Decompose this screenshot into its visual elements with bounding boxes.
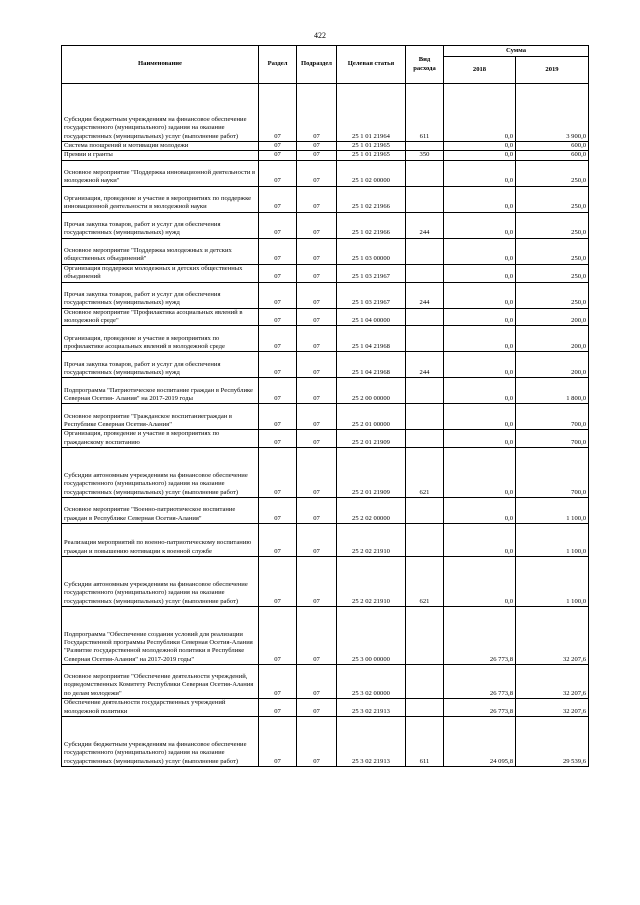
row-target-article-cell: 25 1 01 21964 <box>337 84 406 142</box>
row-name-cell: Субсидии автономным учреждениям на финансовое обеспечение государственного (муниципального) задания на оказание государственных (муниципальных) услуг (выполнение работ) <box>62 557 259 607</box>
row-target-article-cell: 25 2 01 21909 <box>337 430 406 448</box>
header-year-2019: 2019 <box>516 57 589 84</box>
row-expense-type-cell <box>406 404 444 430</box>
header-target-article: Целевая статья <box>337 46 406 84</box>
row-name-cell: Субсидии бюджетным учреждениям на финансовое обеспечение государственного (муниципального) задания на оказание государственных (муниципальных) услуг (выполнение работ) <box>62 84 259 142</box>
row-amount-2018-cell: 0,0 <box>444 448 516 498</box>
row-section-cell: 07 <box>259 699 297 717</box>
row-section-cell: 07 <box>259 212 297 238</box>
row-expense-type-cell <box>406 607 444 665</box>
row-subsection-cell: 07 <box>297 378 337 404</box>
row-name-cell: Основное мероприятие "Военно-патриотическое воспитание граждан в Республике Северная Осетия-Алания" <box>62 498 259 524</box>
budget-table <box>61 45 589 767</box>
row-amount-2018-cell: 0,0 <box>444 557 516 607</box>
table-row <box>62 665 589 699</box>
row-expense-type-cell: 621 <box>406 557 444 607</box>
row-section-cell: 07 <box>259 264 297 282</box>
header-section: Раздел <box>259 46 297 84</box>
row-expense-type-cell: 611 <box>406 84 444 142</box>
row-subsection-cell: 07 <box>297 430 337 448</box>
row-expense-type-cell <box>406 378 444 404</box>
row-amount-2019-cell: 250,0 <box>516 160 589 186</box>
table-row <box>62 160 589 186</box>
row-name-cell: Премии и гранты <box>62 151 259 160</box>
row-name-cell: Организация, проведение и участие в мероприятиях по гражданскому воспитанию <box>62 430 259 448</box>
row-subsection-cell: 07 <box>297 448 337 498</box>
row-name-cell: Прочая закупка товаров, работ и услуг для обеспечения государственных (муниципальных) нужд <box>62 282 259 308</box>
row-amount-2018-cell: 0,0 <box>444 378 516 404</box>
row-subsection-cell: 07 <box>297 557 337 607</box>
row-subsection-cell: 07 <box>297 282 337 308</box>
row-amount-2018-cell: 26 773,8 <box>444 699 516 717</box>
row-amount-2019-cell: 32 207,6 <box>516 699 589 717</box>
row-expense-type-cell: 244 <box>406 282 444 308</box>
row-amount-2018-cell: 0,0 <box>444 352 516 378</box>
row-expense-type-cell <box>406 524 444 557</box>
row-name-cell: Субсидии бюджетным учреждениям на финансовое обеспечение государственного (муниципального) задания на оказание государственных (муниципальных) услуг (выполнение работ) <box>62 717 259 767</box>
row-section-cell: 07 <box>259 326 297 352</box>
row-subsection-cell: 07 <box>297 186 337 212</box>
row-amount-2019-cell: 250,0 <box>516 186 589 212</box>
row-amount-2019-cell: 600,0 <box>516 151 589 160</box>
row-expense-type-cell: 621 <box>406 448 444 498</box>
row-name-cell: Организация, проведение и участие в мероприятиях по профилактике асоциальных явлений в молодежной среде <box>62 326 259 352</box>
row-target-article-cell: 25 2 01 21909 <box>337 448 406 498</box>
row-target-article-cell: 25 1 03 00000 <box>337 238 406 264</box>
table-row <box>62 498 589 524</box>
row-subsection-cell: 07 <box>297 212 337 238</box>
header-name: Наименование <box>62 46 259 84</box>
row-section-cell: 07 <box>259 404 297 430</box>
row-amount-2018-cell: 0,0 <box>444 404 516 430</box>
row-target-article-cell: 25 2 01 00000 <box>337 404 406 430</box>
table-row <box>62 557 589 607</box>
row-amount-2019-cell: 1 100,0 <box>516 498 589 524</box>
header-subsection: Подраздел <box>297 46 337 84</box>
row-name-cell: Основное мероприятие "Поддержка инновационной деятельности в молодежной науки" <box>62 160 259 186</box>
row-section-cell: 07 <box>259 717 297 767</box>
row-amount-2018-cell: 0,0 <box>444 160 516 186</box>
row-subsection-cell: 07 <box>297 151 337 160</box>
row-amount-2018-cell: 0,0 <box>444 142 516 151</box>
row-section-cell: 07 <box>259 352 297 378</box>
row-subsection-cell: 07 <box>297 264 337 282</box>
row-amount-2018-cell: 24 095,8 <box>444 717 516 767</box>
row-expense-type-cell <box>406 238 444 264</box>
row-target-article-cell: 25 1 02 21966 <box>337 212 406 238</box>
header-year-2018: 2018 <box>444 57 516 84</box>
row-name-cell: Подпрограмма "Обеспечение создания условий для реализации Государственной программы Республики Северная Осетия-Алания "Развитие государственной молодежной политики в Республике Северная Осетия-Алания" на 2017-2019 годы" <box>62 607 259 665</box>
table-row <box>62 352 589 378</box>
row-amount-2018-cell: 0,0 <box>444 186 516 212</box>
row-expense-type-cell: 350 <box>406 151 444 160</box>
row-name-cell: Субсидии автономным учреждениям на финансовое обеспечение государственного (муниципального) задания на оказание государственных (муниципальных) услуг (выполнение работ) <box>62 448 259 498</box>
row-expense-type-cell <box>406 264 444 282</box>
row-section-cell: 07 <box>259 607 297 665</box>
row-section-cell: 07 <box>259 282 297 308</box>
row-subsection-cell: 07 <box>297 607 337 665</box>
row-expense-type-cell: 611 <box>406 717 444 767</box>
table-row <box>62 142 589 151</box>
row-amount-2019-cell: 1 800,0 <box>516 378 589 404</box>
row-section-cell: 07 <box>259 142 297 151</box>
row-expense-type-cell: 244 <box>406 212 444 238</box>
table-row <box>62 264 589 282</box>
row-expense-type-cell <box>406 326 444 352</box>
row-name-cell: Обеспечение деятельности государственных учреждений молодежной политики <box>62 699 259 717</box>
row-amount-2018-cell: 0,0 <box>444 308 516 326</box>
row-amount-2019-cell: 250,0 <box>516 282 589 308</box>
row-section-cell: 07 <box>259 557 297 607</box>
row-target-article-cell: 25 3 02 21913 <box>337 717 406 767</box>
table-row <box>62 430 589 448</box>
row-amount-2019-cell: 32 207,6 <box>516 607 589 665</box>
row-amount-2019-cell: 700,0 <box>516 430 589 448</box>
table-row <box>62 404 589 430</box>
row-amount-2019-cell: 200,0 <box>516 352 589 378</box>
row-subsection-cell: 07 <box>297 84 337 142</box>
row-target-article-cell: 25 2 02 00000 <box>337 498 406 524</box>
row-amount-2019-cell: 250,0 <box>516 212 589 238</box>
row-subsection-cell: 07 <box>297 717 337 767</box>
row-expense-type-cell <box>406 160 444 186</box>
row-subsection-cell: 07 <box>297 699 337 717</box>
row-amount-2019-cell: 32 207,6 <box>516 665 589 699</box>
row-name-cell: Организация поддержки молодежных и детских общественных объединений <box>62 264 259 282</box>
row-target-article-cell: 25 3 02 00000 <box>337 665 406 699</box>
row-target-article-cell: 25 1 03 21967 <box>337 264 406 282</box>
header-sum: Сумма <box>444 46 589 57</box>
row-section-cell: 07 <box>259 160 297 186</box>
row-section-cell: 07 <box>259 186 297 212</box>
row-subsection-cell: 07 <box>297 308 337 326</box>
row-expense-type-cell <box>406 430 444 448</box>
row-target-article-cell: 25 3 00 00000 <box>337 607 406 665</box>
row-expense-type-cell <box>406 308 444 326</box>
row-name-cell: Система поощрений и мотивации молодежи <box>62 142 259 151</box>
row-section-cell: 07 <box>259 498 297 524</box>
row-expense-type-cell <box>406 498 444 524</box>
table-row <box>62 699 589 717</box>
row-amount-2019-cell: 700,0 <box>516 448 589 498</box>
row-target-article-cell: 25 1 02 00000 <box>337 160 406 186</box>
row-name-cell: Основное мероприятие "Поддержка молодежных и детских общественных объединений" <box>62 238 259 264</box>
row-subsection-cell: 07 <box>297 142 337 151</box>
row-name-cell: Основное мероприятие "Гражданское воспитаниеграждан в Республике Северная Осетия-Алания" <box>62 404 259 430</box>
row-name-cell: Прочая закупка товаров, работ и услуг для обеспечения государственных (муниципальных) нужд <box>62 212 259 238</box>
table-row <box>62 84 589 142</box>
row-subsection-cell: 07 <box>297 665 337 699</box>
row-amount-2018-cell: 0,0 <box>444 264 516 282</box>
row-expense-type-cell <box>406 665 444 699</box>
table-row <box>62 151 589 160</box>
row-name-cell: Прочая закупка товаров, работ и услуг для обеспечения государственных (муниципальных) нужд <box>62 352 259 378</box>
table-row <box>62 238 589 264</box>
table-row <box>62 308 589 326</box>
row-section-cell: 07 <box>259 448 297 498</box>
row-target-article-cell: 25 1 01 21965 <box>337 151 406 160</box>
row-amount-2018-cell: 26 773,8 <box>444 665 516 699</box>
row-section-cell: 07 <box>259 378 297 404</box>
row-target-article-cell: 25 3 02 21913 <box>337 699 406 717</box>
row-amount-2019-cell: 200,0 <box>516 326 589 352</box>
row-amount-2019-cell: 250,0 <box>516 264 589 282</box>
row-amount-2018-cell: 0,0 <box>444 430 516 448</box>
row-target-article-cell: 25 2 00 00000 <box>337 378 406 404</box>
row-amount-2018-cell: 0,0 <box>444 326 516 352</box>
row-name-cell: Основное мероприятие "Профилактика асоциальных явлений в молодежной среде" <box>62 308 259 326</box>
row-expense-type-cell: 244 <box>406 352 444 378</box>
row-amount-2018-cell: 0,0 <box>444 282 516 308</box>
row-amount-2018-cell: 0,0 <box>444 238 516 264</box>
row-subsection-cell: 07 <box>297 352 337 378</box>
row-amount-2019-cell: 600,0 <box>516 142 589 151</box>
row-section-cell: 07 <box>259 665 297 699</box>
row-name-cell: Основное мероприятие "Обеспечение деятельности учреждений, подведомственных Комитету Республики Северная Осетия-Алания по делам молодежи" <box>62 665 259 699</box>
row-section-cell: 07 <box>259 524 297 557</box>
row-amount-2019-cell: 250,0 <box>516 238 589 264</box>
row-amount-2018-cell: 0,0 <box>444 498 516 524</box>
row-amount-2018-cell: 0,0 <box>444 84 516 142</box>
row-target-article-cell: 25 1 01 21965 <box>337 142 406 151</box>
row-amount-2019-cell: 1 100,0 <box>516 557 589 607</box>
row-name-cell: Подпрограмма "Патриотическое воспитание граждан в Республике Северная Осетия- Алания" на 2017-2019 годы <box>62 378 259 404</box>
table-row <box>62 326 589 352</box>
row-amount-2019-cell: 29 539,6 <box>516 717 589 767</box>
table-row <box>62 186 589 212</box>
row-amount-2019-cell: 700,0 <box>516 404 589 430</box>
row-target-article-cell: 25 2 02 21910 <box>337 557 406 607</box>
row-section-cell: 07 <box>259 430 297 448</box>
row-subsection-cell: 07 <box>297 524 337 557</box>
row-name-cell: Реализация мероприятий по военно-патриотическому воспитанию граждан и повышению мотивации к военной службе <box>62 524 259 557</box>
row-target-article-cell: 25 1 04 21968 <box>337 326 406 352</box>
table-row <box>62 607 589 665</box>
row-expense-type-cell <box>406 699 444 717</box>
table-row <box>62 524 589 557</box>
table-row <box>62 212 589 238</box>
row-section-cell: 07 <box>259 84 297 142</box>
row-amount-2018-cell: 0,0 <box>444 151 516 160</box>
table-row <box>62 448 589 498</box>
row-target-article-cell: 25 1 04 21968 <box>337 352 406 378</box>
row-subsection-cell: 07 <box>297 238 337 264</box>
row-target-article-cell: 25 2 02 21910 <box>337 524 406 557</box>
row-subsection-cell: 07 <box>297 404 337 430</box>
row-subsection-cell: 07 <box>297 498 337 524</box>
row-subsection-cell: 07 <box>297 160 337 186</box>
row-section-cell: 07 <box>259 308 297 326</box>
row-amount-2019-cell: 3 900,0 <box>516 84 589 142</box>
row-subsection-cell: 07 <box>297 326 337 352</box>
row-target-article-cell: 25 1 02 21966 <box>337 186 406 212</box>
row-expense-type-cell <box>406 142 444 151</box>
row-amount-2018-cell: 26 773,8 <box>444 607 516 665</box>
table-row <box>62 717 589 767</box>
row-amount-2019-cell: 200,0 <box>516 308 589 326</box>
row-expense-type-cell <box>406 186 444 212</box>
row-target-article-cell: 25 1 03 21967 <box>337 282 406 308</box>
header-expense-type: Вид расхода <box>406 46 444 84</box>
row-amount-2018-cell: 0,0 <box>444 524 516 557</box>
row-amount-2018-cell: 0,0 <box>444 212 516 238</box>
table-row <box>62 378 589 404</box>
page-number: 422 <box>314 31 326 40</box>
table-row <box>62 282 589 308</box>
row-name-cell: Организация, проведение и участие в мероприятиях по поддержке инновационной деятельности в молодежной науки <box>62 186 259 212</box>
row-target-article-cell: 25 1 04 00000 <box>337 308 406 326</box>
row-section-cell: 07 <box>259 238 297 264</box>
row-amount-2019-cell: 1 100,0 <box>516 524 589 557</box>
row-section-cell: 07 <box>259 151 297 160</box>
